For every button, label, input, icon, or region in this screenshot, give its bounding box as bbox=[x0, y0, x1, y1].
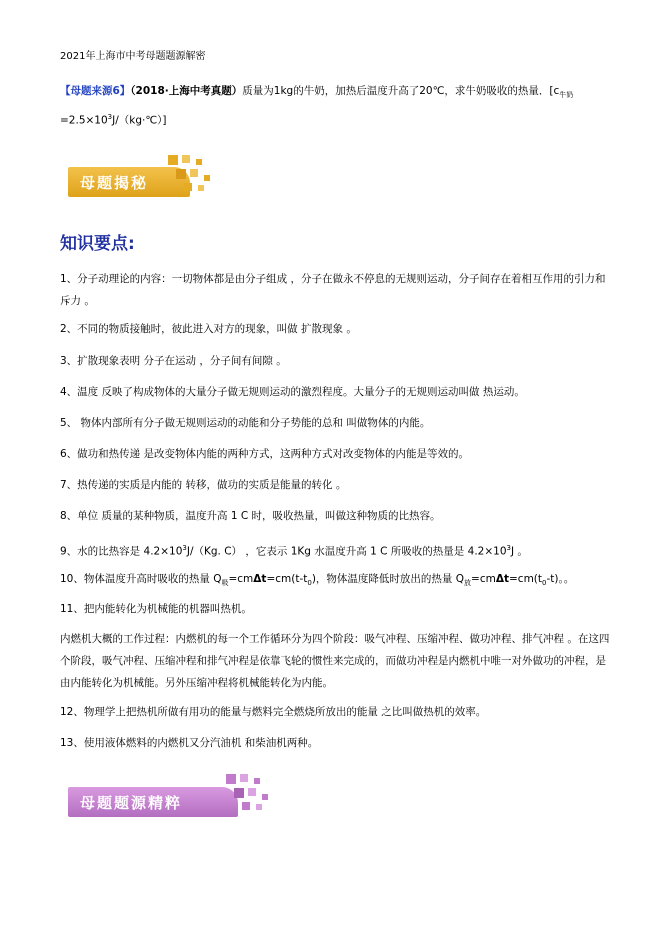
problem-statement: 【母题来源6】（2018·上海中考真题）质量为1kg的牛奶，加热后温度升高了20℃，求牛奶吸收的热量．[$c_{牛奶}$ $=2.5\times 10^3J/(kg\cdot℃)$] bbox=[60, 85, 574, 127]
knowledge-item-11: 11、把内能转化为机械能的机器叫热机。 bbox=[60, 603, 252, 615]
problem-source: （2018·上海中考真题） bbox=[130, 85, 243, 97]
knowledge-item-2: 2、不同的物质接触时，彼此进入对方的现象，叫做 扩散现象 。 bbox=[60, 323, 357, 335]
knowledge-item-1: 1、分子动理论的内容：一切物体都是由分子组成 ，分子在做永不停息的无规则运动，分子间存在着相互作用的引力和斥力 。 bbox=[60, 273, 606, 307]
knowledge-item-4: 4、温度 反映了构成物体的大量分子做无规则运动的激烈程度。大量分子的无规则运动叫做 热运动。 bbox=[60, 386, 525, 398]
knowledge-item-10: 10、物体温度升高时吸收的热量 $Q_吸=cm\Delta t=cm(t-t_0)$，物体温度降低时放出的热量 $Q_放=cm\Delta t=cm(t_0-t)$。。 bbox=[60, 573, 575, 588]
banner-mother-reveal: 母题揭秘 bbox=[68, 167, 190, 197]
knowledge-item-8: 8、单位 质量的某种物质，温度升高 1 C 时，吸收热量，叫做这种物质的比热容。 bbox=[60, 510, 441, 522]
knowledge-item-9: 9、水的比热容是 $4.2\times 10^3J/(Kg$. C） ，它表示 1Kg 水温度升高 1 C 所吸收的热量是 $4.2\times 10^3J$ 。 bbox=[60, 544, 528, 558]
banner-source-essence: 母题题源精粹 bbox=[68, 787, 238, 817]
knowledge-item-3: 3、扩散现象表明 分子在运动 ，分子间有间隙 。 bbox=[60, 355, 287, 367]
engine-process-text: 内燃机大概的工作过程：内燃机的每一个工作循环分为四个阶段：吸气冲程、压缩冲程、做功冲程、排气冲程 。在这四个阶段，吸气冲程、压缩冲程和排气冲程是依靠飞轮的惯性来完成的，而做功冲程是内燃机中唯一对外做功的冲程，是由内能转化为机械能。另外压缩冲程将机械能转化为内能。 bbox=[60, 633, 610, 689]
problem-tag: 【母题来源6】 bbox=[60, 85, 131, 97]
knowledge-item-5: 5、 物体内部所有分子做无规则运动的动能和分子势能的总和 叫做物体的内能。 bbox=[60, 417, 431, 429]
knowledge-item-7: 7、热传递的实质是内能的 转移，做功的实质是能量的转化 。 bbox=[60, 479, 347, 491]
knowledge-item-13: 13、使用液体燃料的内燃机又分汽油机 和柴油机两种。 bbox=[60, 737, 319, 749]
knowledge-item-12: 12、物理学上把热机所做有用功的能量与燃料完全燃烧所放出的能量 之比叫做热机的效率。 bbox=[60, 706, 487, 718]
knowledge-title: 知识要点: bbox=[60, 234, 135, 254]
page-header: 2021年上海市中考母题题源解密 bbox=[60, 51, 206, 62]
knowledge-item-6: 6、做功和热传递 是改变物体内能的两种方式，这两种方式对改变物体的内能是等效的。 bbox=[60, 448, 470, 460]
